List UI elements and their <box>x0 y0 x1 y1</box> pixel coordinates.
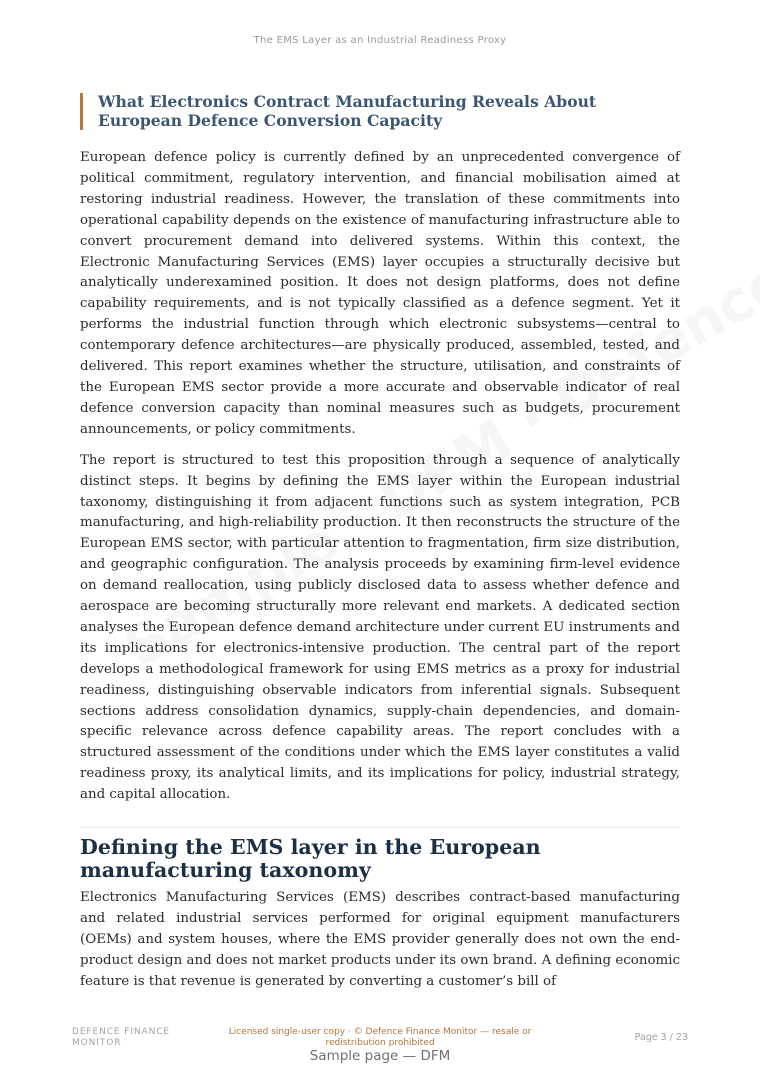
footer-license-notice: Licensed single-user copy · © Defence Finance Monitor — resale or redistribution prohibited <box>228 1027 532 1048</box>
section-divider <box>80 827 680 828</box>
intro-paragraph-2: The report is structured to test this proposition through a sequence of analytically distinct steps. It begins by defining the EMS layer within the European industrial taxonomy, distinguishing it from adjacent functions such as system integration, PCB manufacturing, and high-reliability production. It then reconstructs the structure of the European EMS sector, with particular attention to fragmentation, firm size distribution, and geographic configuration. The analysis proceeds by examining firm-level evidence on demand reallocation, using publicly disclosed data to assess whether defence and aerospace are becoming structurally more relevant end markets. A dedicated section analyses the European defence demand architecture under current EU instruments and its implications for electronics-intensive production. The central part of the report develops a methodological framework for using EMS metrics as a proxy for industrial readiness, distinguishing observable indicators from inferential signals. Subsequent sections address consolidation dynamics, supply-chain dependencies, and domain-specific relevance across defence capability areas. The report concludes with a structured assessment of the conditions under which the EMS layer constitutes a valid readiness proxy, its analytical limits, and its implications for policy, industrial strategy, and capital allocation. <box>80 452 680 803</box>
page-number: Page 3 / 23 <box>634 1032 688 1043</box>
document-subtitle: What Electronics Contract Manufacturing Reveals About European Defence Conversion Capacity <box>80 93 680 130</box>
section-heading: Defining the EMS layer in the European manufacturing taxonomy <box>80 835 541 883</box>
section-paragraph: Electronics Manufacturing Services (EMS) describes contract-based manufacturing and related industrial services performed for original equipment manufacturers (OEMs) and system houses, where the EMS provider generally does not own the end-product design and does not market products under its own brand. A defining economic feature is that revenue is generated by converting a customer’s bill of <box>80 890 680 989</box>
page-footer <box>0 1026 760 1050</box>
running-header: The EMS Layer as an Industrial Readiness Proxy <box>253 35 507 46</box>
sample-page-label: Sample page — DFM <box>309 1048 451 1064</box>
page-content <box>80 93 680 1003</box>
footer-brand: DEFENCE FINANCE MONITOR <box>72 1027 170 1048</box>
intro-paragraph-1: European defence policy is currently defined by an unprecedented convergence of political commitment, regulatory intervention, and financial mobilisation aimed at restoring industrial readiness. However, the translation of these commitments into operational capability depends on the existence of manufacturing infrastructure able to convert procurement demand into delivered systems. Within this context, the Electronic Manufacturing Services (EMS) layer occupies a structurally decisive but analytically underexamined position. It does not design platforms, does not define capability requirements, and is not typically classified as a defence segment. Yet it performs the industrial function through which electronic subsystems—central to contemporary defence architectures—are physically produced, assembled, tested, and delivered. This report examines whether the structure, utilisation, and constraints of the European EMS sector provide a more accurate and observable indicator of real defence conversion capacity than nominal measures such as budgets, procurement announcements, or policy commitments. <box>80 150 680 437</box>
